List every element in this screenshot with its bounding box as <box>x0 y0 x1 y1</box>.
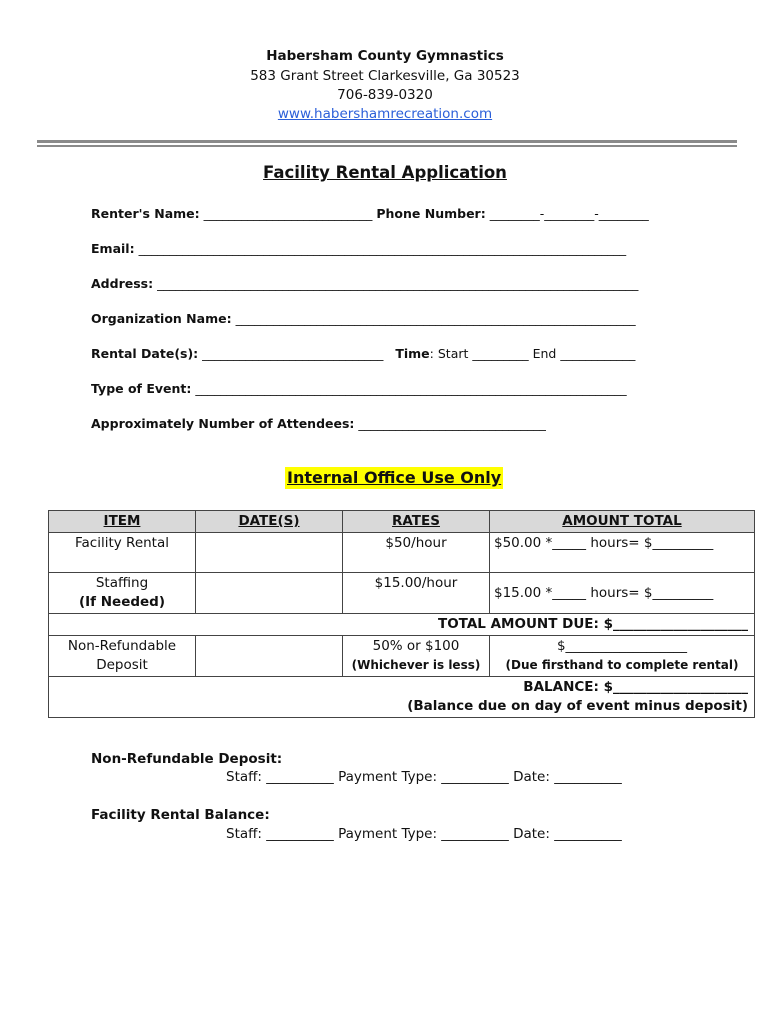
org-website-container <box>0 105 770 124</box>
office-use-title: Internal Office Use Only <box>287 468 502 487</box>
table-row <box>49 573 755 614</box>
deposit-heading: Non-Refundable Deposit: <box>91 751 283 767</box>
facility-item-cell: Facility Rental <box>49 533 196 573</box>
organization-label: Organization Name: <box>91 311 232 326</box>
rental-dates-field[interactable]: _____________________________ <box>202 346 384 361</box>
time-label: Time <box>395 346 430 361</box>
deposit-amount-cell[interactable] <box>490 636 755 677</box>
address-label: Address: <box>91 276 154 291</box>
rental-dates-label: Rental Date(s): <box>91 346 199 361</box>
table-row <box>49 533 755 573</box>
deposit-payment-line[interactable]: Staff: __________ Payment Type: __________ Date: __________ <box>226 769 622 785</box>
facility-amount-cell[interactable]: $50.00 *_____ hours= $_________ <box>490 533 755 573</box>
total-due-cell[interactable]: TOTAL AMOUNT DUE: $____________________ <box>49 614 755 636</box>
deposit-rate-cell <box>343 636 490 677</box>
deposit-dates-cell[interactable] <box>196 636 343 677</box>
balance-note: (Balance due on day of event minus deposit) <box>407 698 748 714</box>
col-header-item: ITEM <box>49 511 196 533</box>
deposit-item-cell <box>49 636 196 677</box>
facility-rate-cell: $50/hour <box>343 533 490 573</box>
table-row <box>49 677 755 718</box>
staffing-dates-cell[interactable] <box>196 573 343 614</box>
rental-dates-row <box>91 346 635 362</box>
renter-name-field[interactable]: ___________________________ <box>203 206 373 221</box>
organization-field[interactable]: ________________________________________________________________ <box>235 311 636 326</box>
table-row <box>49 614 755 636</box>
address-row <box>91 276 638 292</box>
balance-heading: Facility Rental Balance: <box>91 807 270 823</box>
time-start-field[interactable]: : Start _________ <box>429 346 529 361</box>
staffing-item-label: Staffing <box>95 575 149 591</box>
attendees-row <box>91 416 546 432</box>
phone-number-field[interactable]: ________-________-________ <box>489 206 649 221</box>
col-header-amount: AMOUNT TOTAL <box>490 511 755 533</box>
balance-cell[interactable] <box>49 677 755 718</box>
time-end-field[interactable]: End ____________ <box>532 346 636 361</box>
header-rule-top <box>37 140 737 143</box>
phone-number-label: Phone Number: <box>376 206 486 221</box>
address-field[interactable]: _____________________________________________________________________________ <box>157 276 639 291</box>
deposit-rate-note: (Whichever is less) <box>351 658 481 672</box>
org-website-link[interactable]: www.habershamrecreation.com <box>277 106 493 122</box>
org-address: 583 Grant Street Clarkesville, Ga 30523 <box>250 68 520 84</box>
email-row <box>91 241 626 257</box>
organization-row <box>91 311 636 327</box>
renter-name-row <box>91 206 649 222</box>
staffing-item-cell <box>49 573 196 614</box>
rental-fee-table <box>48 510 755 718</box>
renter-name-label: Renter's Name: <box>91 206 200 221</box>
deposit-amount[interactable]: $__________________ <box>556 638 688 654</box>
attendees-label: Approximately Number of Attendees: <box>91 416 355 431</box>
attendees-field[interactable]: ______________________________ <box>358 416 546 431</box>
deposit-item-label-2: Deposit <box>96 657 148 673</box>
email-label: Email: <box>91 241 135 256</box>
balance-payment-line[interactable]: Staff: __________ Payment Type: __________ Date: __________ <box>226 826 622 842</box>
org-phone: 706-839-0320 <box>337 87 433 103</box>
staffing-rate-cell: $15.00/hour <box>343 573 490 614</box>
event-type-field[interactable]: _____________________________________________________________________ <box>195 381 627 396</box>
header-rule-bottom <box>37 145 737 147</box>
col-header-rates: RATES <box>343 511 490 533</box>
col-header-dates: DATE(S) <box>196 511 343 533</box>
org-name: Habersham County Gymnastics <box>266 48 504 64</box>
deposit-item-label-1: Non-Refundable <box>67 638 177 654</box>
table-header-row <box>49 511 755 533</box>
deposit-amount-note: (Due firsthand to complete rental) <box>505 658 739 672</box>
balance-line[interactable]: BALANCE: $____________________ <box>523 679 748 695</box>
staffing-amount-cell[interactable]: $15.00 *_____ hours= $_________ <box>490 573 755 614</box>
facility-dates-cell[interactable] <box>196 533 343 573</box>
email-field[interactable]: ______________________________________________________________________________ <box>138 241 627 256</box>
event-type-row <box>91 381 627 397</box>
deposit-rate: 50% or $100 <box>372 638 460 654</box>
table-row <box>49 636 755 677</box>
staffing-item-note: (If Needed) <box>78 594 166 610</box>
event-type-label: Type of Event: <box>91 381 192 396</box>
form-title: Facility Rental Application <box>263 163 507 182</box>
